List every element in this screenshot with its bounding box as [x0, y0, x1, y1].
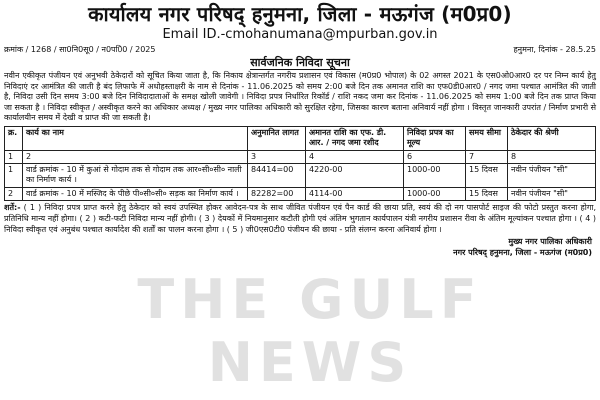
row-contractor-category: नवीन पंजीयन "सी" — [508, 163, 596, 187]
row-sr: 2 — [5, 187, 23, 201]
conditions-paragraph — [4, 203, 596, 235]
column-number: 2 — [23, 150, 248, 163]
col-header-form-price: निविदा प्रपत्र का मूल्य — [404, 126, 466, 150]
notice-heading-text: सार्वजनिक निविदा सूचना — [250, 56, 350, 69]
conditions-text: ( 1 ) निविदा प्रपत्र प्राप्त करने हेतु ठेकेदार को स्वयं उपस्थित होकर आवेदन-पत्र के साथ जीवित पंजीयन एवं पैन कार्ड की छाया प्रति, स्वयं की दो नग पासपोर्ट साइज की फोटो प्रस्तुत करना होगा, प्रतिनिधि मान्य नहीं होगा। ( 2 ) कटी-फटी निविदा मान्य नहीं होगी। ( 3 ) देयकों में नियमानुसार कटौती होगी एवं अंतिम भुगतान कार्यपालन यंत्री नगरीय प्रशासन रीवा के अंतिम मूल्यांकन पश्चात होगा । ( 4 ) निविदा स्वीकृत एवं अनुबंध पश्चात कार्यादेश की शर्तों का पालन करना होगा । ( 5 ) जी0एस0टी0 पंजीयन की छाया - प्रति संलग्न करना अनिवार्य होगा । — [4, 203, 596, 234]
row-deposit: 4220-00 — [306, 163, 404, 187]
col-header-deposit: अमानत राशि का एफ. डी. आर. / नगद जमा रशीद — [306, 126, 404, 150]
row-sr: 1 — [5, 163, 23, 187]
table-row — [5, 163, 596, 187]
signature-block — [4, 236, 596, 258]
intro-paragraph: नवीन एकीकृत पंजीयन एवं अनुभवी ठेकेदारों को सूचित किया जाता है, कि निकाय क्षेत्रान्तर्गत नगरीय प्रशासन एवं विकास (म0प्र0 भोपाल) के 02 अगस्त 2021 के एस0ओ0आर0 दर पर निम्न कार्य हेतु निविदाएं दर आमंत्रित की जाती है बंद लिफाफे में अधोहस्ताक्षरी के नाम से दिनांक - 11.06.2025 को समय 2:00 बजे दिन तक अमानत राशि का एफ0डी0आर0 / नगद जमा पश्चात आमंत्रित की जाती है, निविदा उसी दिन समय 3:00 बजे दिन निविदादाताओं के समक्ष खोली जावेगी । निविदा प्रपत्र निर्धारित रिकॉर्ड / राशि नकद जमा कर दिनांक - 11.06.2025 को समय 1:00 बजे दिन तक प्राप्त किया जा सकता है । निविदा स्वीकृत / अस्वीकृत करने का अधिकार अध्यक्ष / मुख्य नगर पालिका अधिकारी को सुरक्षित रहेगा, जिसका कारण बताना अनिवार्य नहीं होगा । विस्तृत जानकारी उपरांत / निर्माण प्रभारी से कार्यालयीन समय में देखी व प्राप्त की जा सकती है। — [4, 71, 596, 123]
column-number: 3 — [248, 150, 306, 163]
col-header-contractor-category: ठेकेदार की श्रेणी — [508, 126, 596, 150]
notice-date: हनुमना, दिनांक - 28.5.25 — [513, 45, 596, 54]
row-time-limit: 15 दिवस — [466, 163, 508, 187]
row-estimated-cost: 82282=00 — [248, 187, 306, 201]
row-contractor-category: नवीन पंजीयन "सी" — [508, 187, 596, 201]
column-number: 1 — [5, 150, 23, 163]
table-row — [5, 187, 596, 201]
row-form-price: 1000-00 — [404, 163, 466, 187]
col-header-estimated-cost: अनुमानित लागत — [248, 126, 306, 150]
signatory-office: नगर परिषद् हनुमना, जिला - मऊगंज (म0प्र0) — [453, 248, 592, 258]
works-table — [4, 126, 596, 202]
signatory-designation: मुख्य नगर पालिका अधिकारी — [508, 237, 592, 247]
row-work-name: वार्ड क्रमांक - 10 में मस्जिद के पीछे पी०सी०सी० सड़क का निर्माण कार्य । — [23, 187, 248, 201]
row-estimated-cost: 84414=00 — [248, 163, 306, 187]
col-header-sr: क्र. — [5, 126, 23, 150]
row-work-name: वार्ड क्रमांक - 10 में कुआं से गोदाम तक से गोदाम तक आर०सी०सी० नाली का निर्माण कार्य । — [23, 163, 248, 187]
row-time-limit: 15 दिवस — [466, 187, 508, 201]
column-number: 4 — [306, 150, 404, 163]
conditions-label: शर्ते:- — [4, 203, 21, 213]
row-deposit: 4114-00 — [306, 187, 404, 201]
reference-row — [4, 44, 596, 56]
notice-heading — [4, 56, 596, 69]
column-number-row — [5, 150, 596, 163]
watermark-text: THE GULF NEWS — [137, 268, 483, 394]
col-header-time-limit: समय सीमा — [466, 126, 508, 150]
row-form-price: 1000-00 — [404, 187, 466, 201]
office-title: कार्यालय नगर परिषद् हनुमना, जिला - मऊगंज (म0प्र0) — [88, 2, 512, 26]
column-number: 6 — [404, 150, 466, 163]
reference-number: क्रमांक / 1268 / सा0नि0सू0 / न0प0ि0 / 2025 — [4, 45, 156, 54]
col-header-work-name: कार्य का नाम — [23, 126, 248, 150]
office-email: Email ID.-cmohanumana@mpurban.gov.in — [162, 27, 438, 42]
column-number: 7 — [466, 150, 508, 163]
column-number: 8 — [508, 150, 596, 163]
table-header-row — [5, 126, 596, 150]
